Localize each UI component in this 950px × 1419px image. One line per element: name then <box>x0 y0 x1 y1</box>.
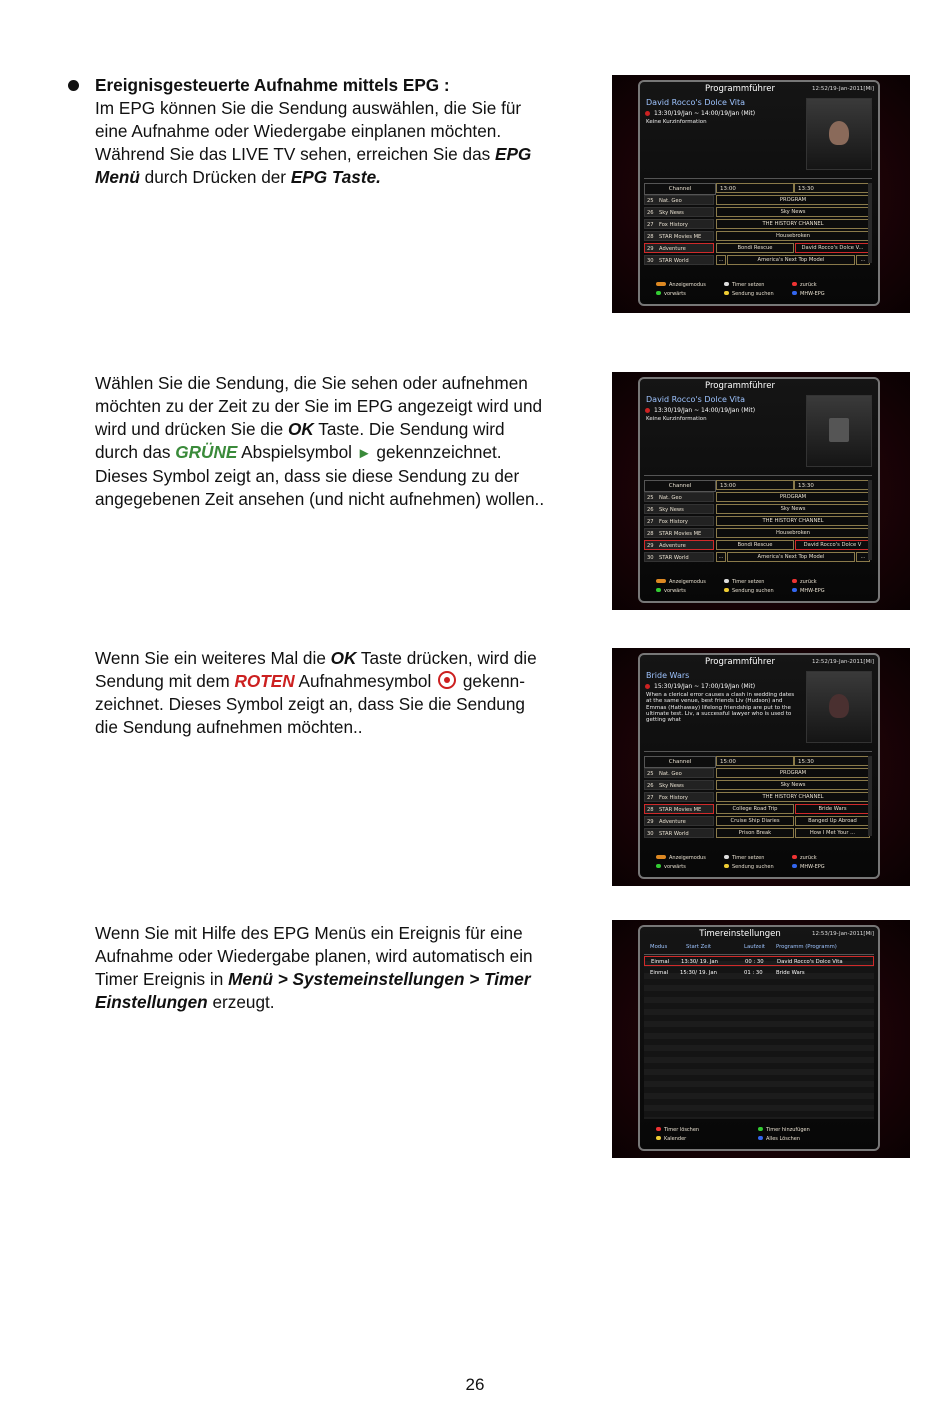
green-key-icon <box>656 864 661 868</box>
epg-event[interactable]: THE HISTORY CHANNEL <box>716 792 870 802</box>
legend-item: zurück <box>792 579 817 585</box>
epg-legend <box>652 855 862 875</box>
text-emphasis: EPG Taste. <box>290 167 381 187</box>
epg-event[interactable]: ... <box>716 552 726 562</box>
section-timer <box>95 922 600 1014</box>
text-span: gekennzeichnet. <box>371 442 502 462</box>
channel-row[interactable]: 28 STAR Movies ME <box>644 231 714 241</box>
legend-item: Sendung suchen <box>724 864 774 870</box>
text-line: die Sendung aufnehmen möchten.. <box>95 717 363 737</box>
section-select-program <box>95 372 600 511</box>
legend-item: MHW-EPG <box>792 588 825 594</box>
channel-row[interactable]: 28 STAR Movies ME <box>644 528 714 538</box>
epg-event[interactable]: ... <box>856 255 870 265</box>
channel-row[interactable]: 30 STAR World <box>644 552 714 562</box>
text-line: Aufnahme oder Wiedergabe planen, wird automatisch ein <box>95 946 533 966</box>
epg-key-icon <box>656 282 666 286</box>
epg-event-selected[interactable]: David Rocco's Dolce V <box>795 540 870 550</box>
legend-item: Alles Löschen <box>758 1136 800 1142</box>
yellow-key-icon <box>656 1136 661 1140</box>
green-key-icon <box>758 1127 763 1131</box>
epg-event[interactable]: Bondi Rescue <box>716 243 794 253</box>
program-desc: Keine Kurzinformation <box>646 119 707 125</box>
red-key-icon <box>792 282 797 286</box>
epg-screenshot-3 <box>612 648 910 886</box>
text-span: Taste. Die Sendung wird <box>313 419 505 439</box>
timer-list <box>644 955 874 1119</box>
col-mode: Modus <box>650 944 668 950</box>
text-span: Timer Ereignis in <box>95 969 229 989</box>
channel-row[interactable]: 27 Fox History <box>644 516 714 526</box>
epg-event[interactable]: ... <box>716 255 726 265</box>
preview-thumbnail <box>806 98 872 170</box>
text-emphasis: Menü <box>95 167 140 187</box>
scrollbar[interactable] <box>868 183 872 263</box>
text-span: Aufnahmesymbol <box>294 671 437 691</box>
red-key-icon <box>792 855 797 859</box>
channel-row[interactable]: 26 Sky News <box>644 504 714 514</box>
text-emphasis: Einstellungen <box>95 992 208 1012</box>
epg-event[interactable]: THE HISTORY CHANNEL <box>716 219 870 229</box>
text-span: Sendung mit dem <box>95 671 235 691</box>
blue-key-icon <box>792 864 797 868</box>
text-emphasis: OK <box>330 648 357 668</box>
epg-grid <box>644 751 872 840</box>
text-line: angegebenen Zeit ansehen (und nicht aufnehmen) wollen.. <box>95 489 545 509</box>
epg-event[interactable]: Sky News <box>716 504 870 514</box>
epg-frame <box>638 80 880 306</box>
section-record <box>95 647 600 739</box>
channel-row[interactable]: 30 STAR World <box>644 828 714 838</box>
program-time: 13:30/19/Jan ~ 14:00/19/Jan (Mit) <box>654 110 756 117</box>
record-icon <box>438 671 456 689</box>
channel-row[interactable]: 29 Adventure <box>644 816 714 826</box>
time-slot: 13:30 <box>794 480 870 490</box>
epg-grid <box>644 178 872 267</box>
epg-key-icon <box>656 579 666 583</box>
text-span: erzeugt. <box>207 992 275 1012</box>
key-icon <box>724 855 729 859</box>
legend-item: vorwärts <box>656 291 686 297</box>
text-span: Wenn Sie ein weiteres Mal die <box>95 648 331 668</box>
timer-frame <box>638 925 880 1151</box>
legend-item: Anzeigemodus <box>656 579 706 585</box>
epg-legend <box>652 282 862 302</box>
text-red: ROTEN <box>234 671 295 691</box>
time-slot: 13:00 <box>716 183 794 193</box>
epg-event[interactable]: America's Next Top Model <box>727 255 855 265</box>
text-line: Im EPG können Sie die Sendung auswählen, die Sie für <box>95 98 522 118</box>
timer-legend <box>652 1127 862 1147</box>
time-slot: 13:30 <box>794 183 870 193</box>
yellow-key-icon <box>724 864 729 868</box>
legend-item: Timer setzen <box>724 855 764 861</box>
channel-row[interactable]: 25 Nat. Geo <box>644 768 714 778</box>
legend-item: Timer löschen <box>656 1127 699 1133</box>
page-number: 26 <box>465 1375 485 1394</box>
epg-event-selected[interactable]: David Rocco's Dolce V... <box>795 243 870 253</box>
channel-row[interactable]: 28 STAR Movies ME <box>644 804 714 814</box>
scrollbar[interactable] <box>868 480 872 560</box>
epg-event[interactable]: PROGRAM <box>716 195 870 205</box>
text-line <box>95 166 600 189</box>
epg-event[interactable]: Sky News <box>716 207 870 217</box>
text-line: Wenn Sie mit Hilfe des EPG Menüs ein Ereignis für eine <box>95 923 523 943</box>
text-line: Wählen Sie die Sendung, die Sie sehen oder aufnehmen <box>95 373 528 393</box>
text-line <box>95 441 600 465</box>
col-start: Start Zeit <box>686 944 712 950</box>
epg-event[interactable]: College Road Trip <box>716 804 794 814</box>
epg-frame <box>638 377 880 603</box>
channel-row[interactable]: 26 Sky News <box>644 780 714 790</box>
bullet-icon <box>68 80 79 91</box>
epg-event[interactable]: Banged Up Abroad <box>795 816 870 826</box>
text-line <box>95 418 600 441</box>
text-emphasis: EPG <box>495 144 532 164</box>
yellow-key-icon <box>724 291 729 295</box>
legend-item: Anzeigemodus <box>656 855 706 861</box>
epg-screenshot-2 <box>612 372 910 610</box>
epg-event[interactable]: ... <box>856 552 870 562</box>
epg-event[interactable]: Housebroken <box>716 231 870 241</box>
channel-header: Channel <box>644 480 716 492</box>
yellow-key-icon <box>724 588 729 592</box>
legend-item: Anzeigemodus <box>656 282 706 288</box>
screen-icon <box>829 418 849 442</box>
legend-item: vorwärts <box>656 588 686 594</box>
channel-row[interactable]: 27 Fox History <box>644 792 714 802</box>
epg-event[interactable]: PROGRAM <box>716 768 870 778</box>
channel-row[interactable]: 29 Adventure <box>644 243 714 253</box>
epg-date: 12:52/19-Jan-2011[Mi] <box>811 659 874 665</box>
epg-key-icon <box>656 855 666 859</box>
epg-event[interactable]: Bondi Rescue <box>716 540 794 550</box>
section-epg-intro <box>95 74 600 189</box>
epg-title: Programmführer <box>705 381 775 391</box>
text-span: durch das <box>95 442 176 462</box>
text-line: eine Aufnahme oder Wiedergabe einplanen möchten. <box>95 121 502 141</box>
legend-item: zurück <box>792 282 817 288</box>
channel-row[interactable]: 30 STAR World <box>644 255 714 265</box>
legend-item: MHW-EPG <box>792 864 825 870</box>
epg-event[interactable]: THE HISTORY CHANNEL <box>716 516 870 526</box>
time-slot: 15:00 <box>716 756 794 766</box>
channel-header: Channel <box>644 183 716 195</box>
program-time: 13:30/19/Jan ~ 14:00/19/Jan (Mit) <box>654 407 756 414</box>
epg-event[interactable]: Cruise Ship Diaries <box>716 816 794 826</box>
text-line: zeichnet. Dieses Symbol zeigt an, dass Sie die Sendung <box>95 694 525 714</box>
epg-event-selected[interactable]: Bride Wars <box>795 804 870 814</box>
blue-key-icon <box>792 291 797 295</box>
time-slot: 13:00 <box>716 480 794 490</box>
epg-frame <box>638 653 880 879</box>
section-heading: Ereignisgesteuerte Aufnahme mittels EPG : <box>95 75 450 95</box>
channel-header: Channel <box>644 756 716 768</box>
legend-item: MHW-EPG <box>792 291 825 297</box>
legend-item: Sendung suchen <box>724 588 774 594</box>
program-name: David Rocco's Dolce Vita <box>646 395 746 404</box>
epg-grid <box>644 475 872 564</box>
channel-row[interactable]: 29 Adventure <box>644 540 714 550</box>
legend-item: zurück <box>792 855 817 861</box>
text-emphasis: Menü > Systemeinstellungen > Timer <box>228 969 531 989</box>
text-span: Abspielsymbol <box>237 442 357 462</box>
program-desc: Keine Kurzinformation <box>646 416 707 422</box>
legend-item: Timer setzen <box>724 282 764 288</box>
epg-event[interactable]: How I Met Your ... <box>795 828 870 838</box>
program-desc: When a clerical error causes a clash in wedding dates at the same venue, best friends Liv (Hudson) and Emmas (Hathaway) lifelong friendship are put to the ultimate test. Liv, a successful lawyer who is used to getting what <box>646 692 795 724</box>
text-span: durch Drücken der <box>139 167 291 187</box>
blue-key-icon <box>758 1136 763 1140</box>
program-name: David Rocco's Dolce Vita <box>646 98 746 107</box>
timer-header <box>644 944 874 955</box>
channel-row[interactable]: 27 Fox History <box>644 219 714 229</box>
timer-date: 12:53/19-Jan-2011[Mi] <box>811 931 874 937</box>
timer-screenshot <box>612 920 910 1158</box>
key-icon <box>724 282 729 286</box>
timer-title: Timereinstellungen <box>699 929 781 939</box>
text-span: wird und drücken Sie die <box>95 419 288 439</box>
epg-event[interactable]: Housebroken <box>716 528 870 538</box>
red-key-icon <box>792 579 797 583</box>
epg-screenshot-1 <box>612 75 910 313</box>
legend-item: Timer setzen <box>724 579 764 585</box>
blue-key-icon <box>792 588 797 592</box>
green-key-icon <box>656 291 661 295</box>
legend-item: Sendung suchen <box>724 291 774 297</box>
scene-icon <box>829 694 849 718</box>
key-icon <box>724 579 729 583</box>
channel-row[interactable]: 25 Nat. Geo <box>644 195 714 205</box>
program-name: Bride Wars <box>646 671 690 680</box>
col-program: Programm (Programm) <box>776 944 837 950</box>
preview-thumbnail <box>806 395 872 467</box>
time-slot: 15:30 <box>794 756 870 766</box>
epg-event[interactable]: PROGRAM <box>716 492 870 502</box>
timer-row[interactable]: Einmal 15:30/ 19. Jan 01 : 30 Bride Wars <box>650 970 805 976</box>
epg-event[interactable]: Sky News <box>716 780 870 790</box>
program-time: 15:30/19/Jan ~ 17:00/19/Jan (Mit) <box>654 683 756 690</box>
text-line: Dieses Symbol zeigt an, dass sie diese Sendung zu der <box>95 466 520 486</box>
epg-date: 12:52/19-Jan-2011[Mi] <box>811 86 874 92</box>
legend-item: vorwärts <box>656 864 686 870</box>
text-line <box>95 143 600 166</box>
text-span: gekenn- <box>458 671 525 691</box>
epg-event[interactable]: America's Next Top Model <box>727 552 855 562</box>
scrollbar[interactable] <box>868 756 872 836</box>
text-span: Während Sie das LIVE TV sehen, erreichen Sie das <box>95 144 495 164</box>
text-line <box>95 647 600 670</box>
text-line <box>95 991 600 1014</box>
timer-row[interactable]: Einmal 13:30/ 19. Jan 00 : 30 David Rocco's Dolce Vita <box>644 956 874 966</box>
epg-event[interactable]: Prison Break <box>716 828 794 838</box>
text-emphasis: OK <box>288 419 314 439</box>
channel-row[interactable]: 25 Nat. Geo <box>644 492 714 502</box>
text-green: GRÜNE <box>175 442 238 462</box>
epg-title: Programmführer <box>705 84 775 94</box>
text-line <box>95 968 600 991</box>
legend-item: Timer hinzufügen <box>758 1127 810 1133</box>
red-key-icon <box>656 1127 661 1131</box>
epg-legend <box>652 579 862 599</box>
play-icon: ► <box>356 445 372 462</box>
green-key-icon <box>656 588 661 592</box>
text-line <box>95 670 600 693</box>
col-duration: Laufzeit <box>744 944 766 950</box>
preview-thumbnail <box>806 671 872 743</box>
channel-row[interactable]: 26 Sky News <box>644 207 714 217</box>
legend-item: Kalender <box>656 1136 686 1142</box>
text-line: möchten zu der Zeit zu der Sie im EPG angezeigt wird und <box>95 396 543 416</box>
text-span: Taste drücken, wird die <box>356 648 537 668</box>
person-icon <box>829 121 849 145</box>
epg-title: Programmführer <box>705 657 775 667</box>
